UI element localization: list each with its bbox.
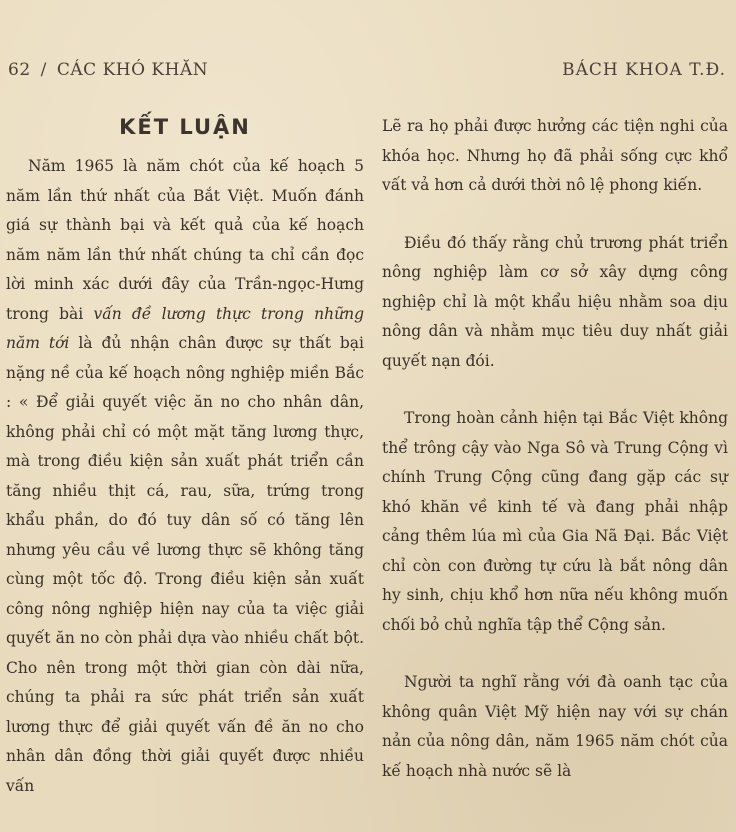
article-title-italic: vấn đề lương thực trong những năm tới (6, 304, 364, 352)
body-paragraph: Lẽ ra họ phải được hưởng các tiện nghi của khóa học. Nhưng họ đã phải sống cực khổ vất vả hơn cả dưới thời nô lệ phong kiến. (382, 117, 728, 194)
body-paragraph (6, 152, 364, 801)
paragraph-text: là đủ nhận chân được sự thất bại nặng nề của kế hoạch nông nghiệp miền Bắc : « Để giải quyết việc ăn no cho nhân dân, không phải chỉ có một mặt tăng lương thực, mà trong điều kiện sản xuất phát triển cần tăng nhiều thịt cá, rau, sữa, trứng trong khẩu phần, do đó tuy dân số có tăng lên nhưng yêu cầu về lương thực sẽ không tăng cùng một tốc độ. Trong điều kiện sản xuất công nông nghiệp hiện nay của ta việc giải quyết ăn no còn phải dựa vào nhiều chất bột. Cho nên trong một thời gian còn dài nữa, chúng ta phải ra sức phát triển sản xuất lương thực để giải quyết vấn đề ăn no cho nhân dân đồng thời giải quyết được nhiều vấn (6, 334, 364, 795)
body-paragraph: Người ta nghĩ rằng với đà oanh tạc của không quân Việt Mỹ hiện nay với sự chán nản của nông dân, năm 1965 năm chót của kế hoạch nhà nước sẽ là (382, 673, 728, 780)
body-paragraph: Điều đó thấy rằng chủ trương phát triển nông nghiệp làm cơ sở xây dựng công nghiệp chỉ là một khẩu hiệu nhằm soa dịu nông dân và nhằm mục tiêu duy nhất giải quyết nạn đói. (382, 233, 728, 370)
section-title: CÁC KHÓ KHĂN (56, 60, 209, 80)
left-column (6, 112, 364, 801)
journal-title: BÁCH KHOA T.Đ. (562, 60, 726, 80)
section-heading: KẾT LUẬN (119, 115, 251, 139)
body-paragraph: Trong hoàn cảnh hiện tại Bắc Việt không thể trông cậy vào Nga Sô và Trung Cộng vì chính Trung Cộng cũng đang gặp các sự khó khăn về kinh tế và đang phải nhập cảng thêm lúa mì của Gia Nã Đại. Bắc Việt chỉ còn con đường tự cứu là bắt nông dân hy sinh, chịu khổ hơn nữa nếu không muốn chối bỏ chủ nghĩa tập thể Cộng sản. (382, 409, 728, 634)
page-number: 62 (8, 60, 31, 80)
paragraph-text: Năm 1965 là năm chót của kế hoạch 5 năm lần thứ nhất của Bắt Việt. Muốn đánh giá sự thành bại và kết quả của kế hoạch năm năm lần thứ nhất chúng ta chỉ cần đọc lời minh xác dưới đây của Trần-ngọc-Hưng trong bài (6, 157, 364, 323)
right-column (382, 112, 728, 814)
header-separator: / (40, 60, 47, 80)
running-head-left (8, 60, 208, 80)
